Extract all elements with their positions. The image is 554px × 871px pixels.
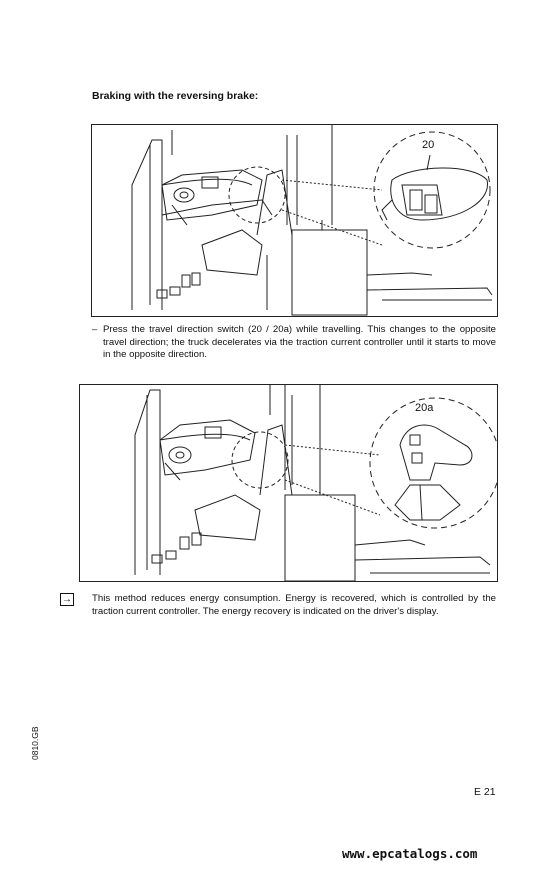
document-code: 0810.GB — [30, 726, 40, 760]
note-paragraph: This method reduces energy consumption. Energy is recovered, which is controlled by the traction current controller. The energy recovery is indicated on the driver's display. — [92, 593, 496, 617]
arrow-right-icon: → — [62, 594, 72, 605]
illustration-truck-cab-switch-20 — [91, 124, 498, 317]
callout-label-20a: 20a — [415, 402, 434, 414]
instruction-paragraph — [92, 324, 496, 362]
truck-cab-drawing-2 — [80, 385, 497, 581]
footer-url: www.epcatalogs.com — [342, 846, 478, 861]
section-heading: Braking with the reversing brake: — [92, 90, 259, 102]
truck-cab-drawing — [92, 125, 497, 316]
callout-label-20: 20 — [422, 139, 435, 151]
bullet-dash: – — [92, 324, 98, 335]
page-number: E 21 — [474, 786, 496, 798]
instruction-text: Press the travel direction switch (20 / 20a) while travelling. This changes to the opposite travel direction; the truck decelerates via the traction current controller until it starts to move in the opposite direction. — [103, 324, 496, 360]
illustration-truck-cab-switch-20a — [79, 384, 498, 582]
